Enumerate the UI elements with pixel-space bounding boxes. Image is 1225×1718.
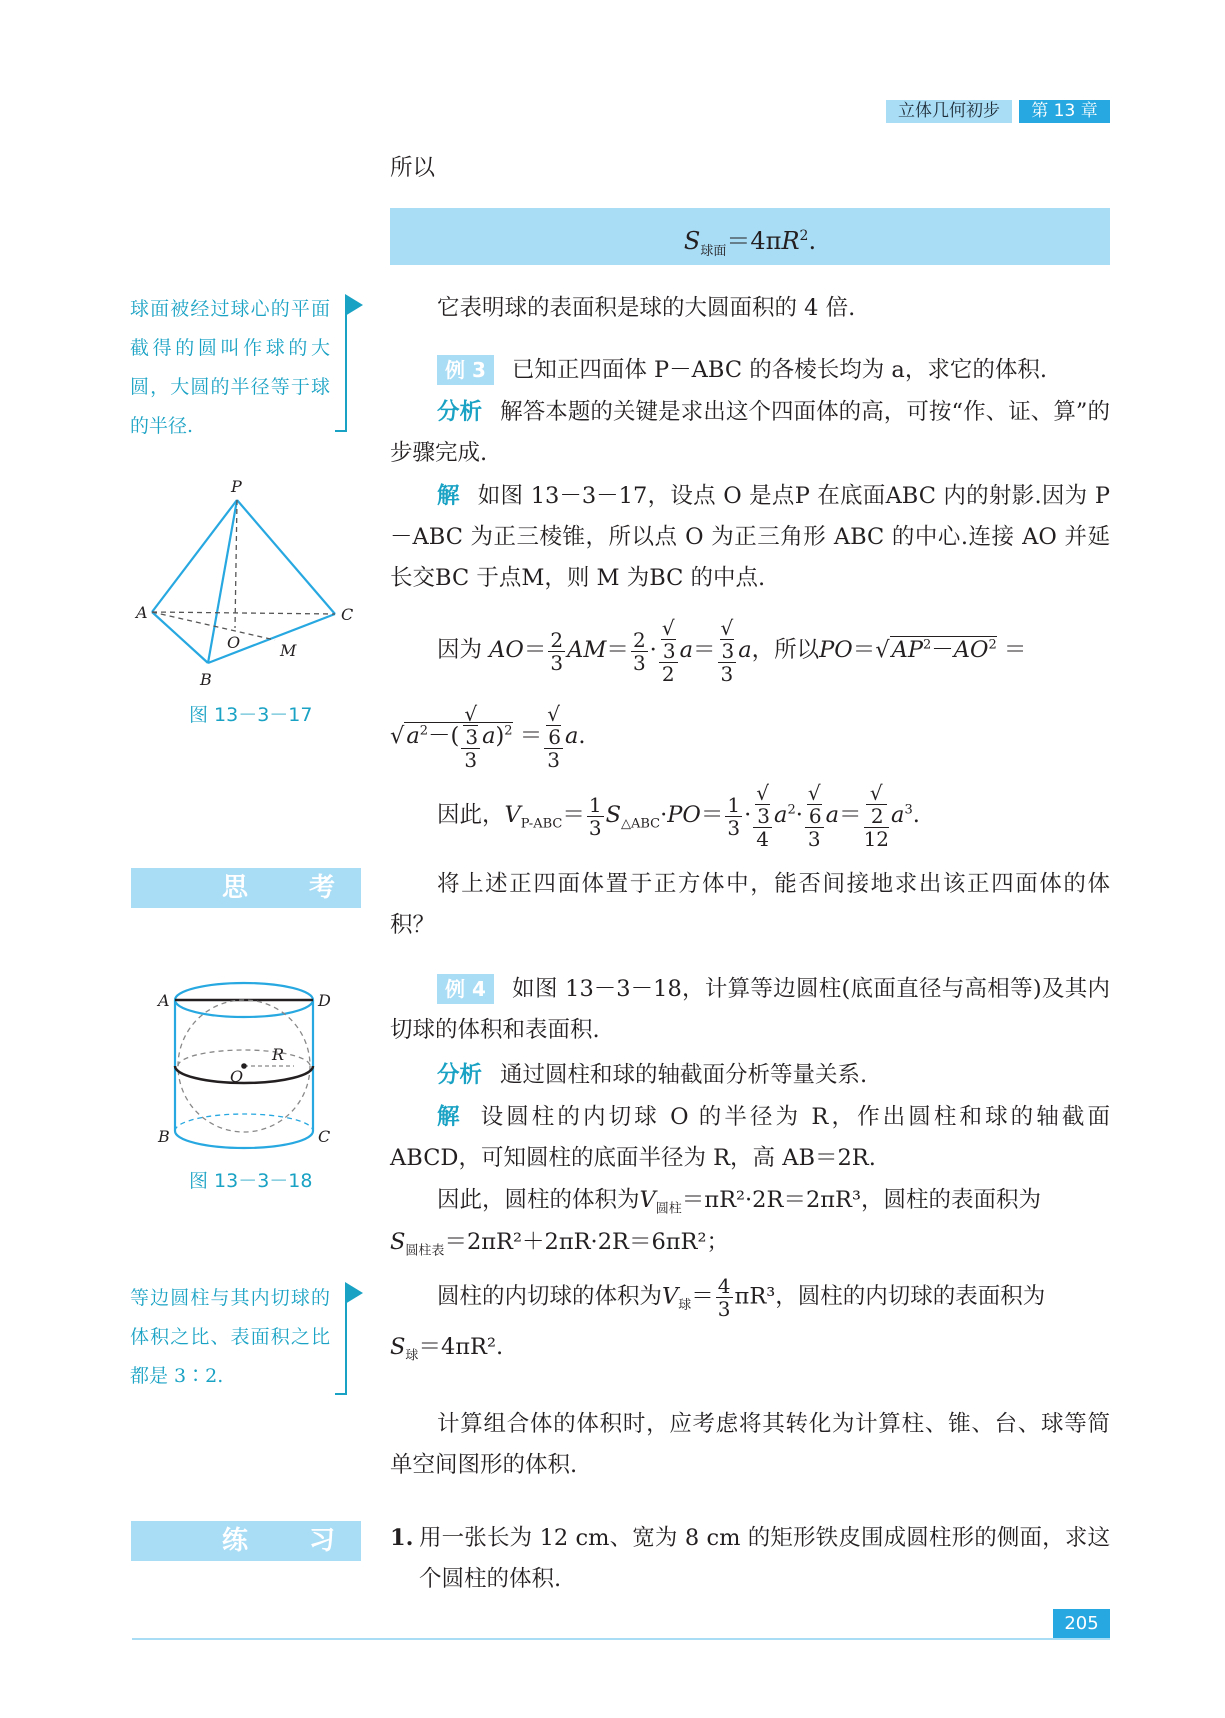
- sphere-meaning: 它表明球的表面积是球的大圆面积的 4 倍.: [437, 295, 856, 321]
- label-d: D: [318, 991, 331, 1010]
- so-text: 所以: [390, 155, 436, 181]
- ball-vol-prefix: 圆柱的内切球的体积为: [437, 1283, 663, 1310]
- think-heading: 思 考: [131, 868, 361, 908]
- example3-question-line: [437, 350, 1117, 391]
- calc2-prefix: 因此，: [437, 802, 505, 828]
- cylinder-volume-line: 因此，圆柱的体积为$V_{圆柱}=\pi R^2\cdot 2R=2\pi R^3$，圆柱的表面积为: [437, 1187, 1042, 1217]
- label-m: M: [280, 641, 297, 660]
- ball-vol-sub: 球: [678, 1298, 692, 1313]
- cyl-area-sub: 圆柱表: [405, 1243, 445, 1259]
- example3-question: 已知正四面体 P－ABC 的各棱长均为 a，求它的体积.: [511, 357, 1047, 383]
- label-r: R: [272, 1045, 285, 1064]
- ball-area-expr: ＝4πR².: [418, 1334, 504, 1360]
- example3-analysis: [390, 392, 1110, 474]
- ball-vol-expr: πR³，圆柱的内切球的表面积为: [734, 1283, 1046, 1310]
- cylinder-area-line: $S_{圆柱表}=2\pi R^2+2\pi R\cdot 2R=6\pi R^2$；: [390, 1229, 730, 1259]
- analysis-text-4: 通过圆柱和球的轴截面分析等量关系.: [500, 1062, 868, 1088]
- analysis-label: 分析: [437, 399, 483, 425]
- cyl-area-expr: ＝2πR²＋2πR·2R＝6πR²；: [444, 1229, 730, 1255]
- formula-r: R: [781, 227, 800, 255]
- sphere-area-formula: [390, 208, 1110, 265]
- label-a: A: [136, 603, 148, 622]
- example3-tag: 例 3: [437, 355, 494, 385]
- example4-question: 如图 13－3－18，计算等边圆柱(底面直径与高相等)及其内切球的体积和表面积.: [390, 976, 1110, 1043]
- example3-solution: [390, 476, 1110, 599]
- formula-mid: ＝4π: [726, 227, 782, 255]
- fig18-caption: 图 13－3－18: [189, 1170, 313, 1192]
- label-c: C: [318, 1127, 331, 1146]
- example4-solution: [390, 1097, 1110, 1179]
- cylinder-figure: [150, 972, 350, 1152]
- page-number: 205: [1053, 1609, 1110, 1638]
- calc1-prefix: 因为: [437, 637, 483, 663]
- analysis-text: 解答本题的关键是求出这个四面体的高，可按“作、证、算”的步骤完成.: [390, 399, 1110, 466]
- example4-tag: 例 4: [437, 974, 494, 1004]
- label-c: C: [341, 605, 354, 624]
- chapter-label: 第 13 章: [1019, 100, 1110, 123]
- note-bracket: [335, 1300, 347, 1395]
- analysis-label-4: 分析: [437, 1062, 483, 1088]
- label-b: B: [158, 1127, 170, 1146]
- note-arrow-icon: [345, 1282, 363, 1304]
- label-a: A: [158, 991, 170, 1010]
- ball-area-line: $S_球=4\pi R^2$.: [390, 1334, 504, 1364]
- side-note-great-circle: 球面被经过球心的平面截得的圆叫作球的大圆，大圆的半径等于球的半径.: [130, 298, 330, 437]
- think-text: 将上述正四面体置于正方体中，能否间接地求出该正四面体的体积？: [390, 871, 1110, 938]
- formula-sub: 球面: [700, 243, 727, 259]
- formula-end: .: [808, 227, 817, 255]
- calc-volume-line: 因此，$V_{P-ABC}=$ $\frac{1}{3}$ $S_{\triangle ABC}\cdot PO=$ $\frac{1}{3}$ · √ 3 4 $a^2\cdot$ √ 6 3 a＝ √ 2 12 $a^3$.: [437, 781, 920, 851]
- solution-label: 解: [437, 483, 460, 509]
- calc1-so: ，所以: [751, 637, 820, 663]
- solution-text: 如图 13－3－17，设点 O 是点P 在底面ABC 内的射影.因为 P－ABC 为正三棱锥，所以点 O 为正三角形 ABC 的中心.连接 AO 并延长交BC 于点M，则 M 为BC 的中点.: [390, 483, 1110, 591]
- ball-area-sub: 球: [405, 1348, 419, 1364]
- formula-lhs: S: [683, 227, 701, 255]
- note-arrow-icon: [345, 294, 363, 316]
- label-o: O: [227, 633, 241, 652]
- calc-ao-line: 因为 AO＝ $\frac{2}{3}$ AM＝ $\frac{2}{3}$ · √ 3 2 a＝ √ 3 3 a，所以$PO=√AP^2-AO^2$ ＝: [437, 616, 1027, 686]
- section-title: 立体几何初步: [886, 100, 1012, 123]
- label-o: O: [230, 1067, 244, 1086]
- example4-analysis: [437, 1055, 867, 1096]
- solution-text-4: 设圆柱的内切球 O 的半径为 R，作出圆柱和球的轴截面 ABCD，可知圆柱的底面半径为 R，高 AB＝2R.: [390, 1104, 1110, 1171]
- cyl-vol-expr: ＝πR²·2R＝2πR³，圆柱的表面积为: [681, 1187, 1042, 1213]
- ball-volume-line: 圆柱的内切球的体积为$V_球=$ $\frac{4}{3}$ πR³，圆柱的内切球的表面积为: [437, 1274, 1046, 1321]
- note-bracket: [335, 312, 347, 432]
- exercise-heading: 练 习: [131, 1521, 361, 1561]
- cyl-vol-prefix: 因此，圆柱的体积为: [437, 1187, 640, 1213]
- formula-sup: 2: [799, 228, 809, 244]
- label-b: B: [200, 670, 212, 689]
- cyl-vol-sub: 圆柱: [655, 1201, 682, 1217]
- side-note-ratio: 等边圆柱与其内切球的体积之比、表面积之比都是 3∶2.: [130, 1287, 330, 1387]
- calc-po-line: $√a^2-$( √ 3 3 a)$^2$ ＝ √ 6 3 a.: [390, 702, 586, 772]
- example4-question-line: [390, 969, 1110, 1051]
- label-p: P: [231, 477, 242, 496]
- bottom-rule: [132, 1638, 1110, 1640]
- exercise1-number: 1.: [390, 1525, 414, 1551]
- solution-label-4: 解: [437, 1104, 463, 1130]
- combo-text: 计算组合体的体积时，应考虑将其转化为计算柱、锥、台、球等简单空间图形的体积.: [390, 1411, 1110, 1478]
- tetrahedron-figure: [130, 470, 370, 690]
- fig17-caption: 图 13－3－17: [189, 704, 313, 726]
- exercise1-text: 用一张长为 12 cm、宽为 8 cm 的矩形铁皮围成圆柱形的侧面，求这个圆柱的体积.: [419, 1525, 1110, 1592]
